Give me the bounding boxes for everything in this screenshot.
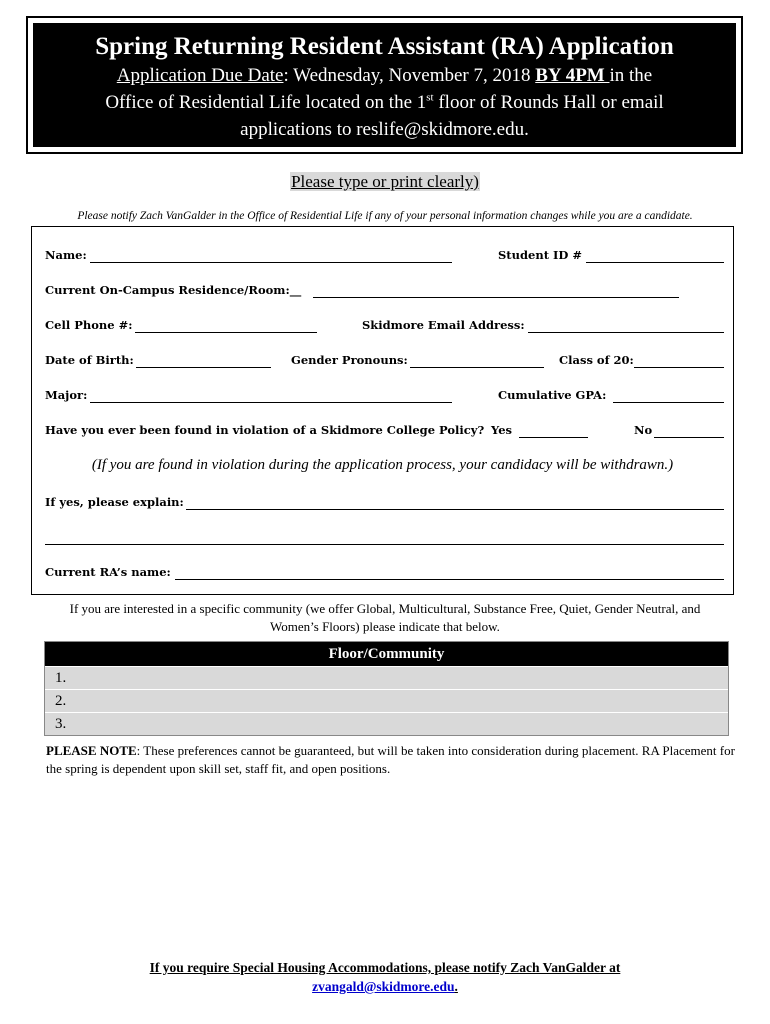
no-field[interactable] <box>654 437 724 438</box>
residence-field[interactable] <box>313 297 679 298</box>
class-label: Class of 20: <box>559 353 634 367</box>
email-label-text: Skidmore Email Address: <box>362 318 525 332</box>
class-field[interactable] <box>634 367 724 368</box>
header-banner <box>33 23 736 147</box>
due-rest: in the <box>609 65 653 86</box>
header-box <box>26 16 743 154</box>
please-note-text: : These preferences cannot be guaranteed, but will be taken into consideration during placement. RA Placement for the spring is dependent upon skill set, staff fit, and open positions. <box>46 743 735 776</box>
student-id-label: Student ID # <box>498 248 583 262</box>
due-date-line <box>33 62 736 89</box>
floor-community-table <box>44 641 729 736</box>
violation-question: Have you ever been found in violation of a Skidmore College Policy? <box>45 423 485 437</box>
current-ra-field[interactable] <box>175 579 724 580</box>
please-note <box>46 742 736 778</box>
name-field[interactable] <box>90 262 452 263</box>
application-form <box>31 226 734 595</box>
floor-row-3[interactable]: 3. <box>45 712 728 735</box>
no-label: No <box>634 423 653 437</box>
due-date-label: Application Due Date <box>116 65 284 86</box>
gpa-field[interactable] <box>613 402 724 403</box>
cell-phone-field[interactable] <box>135 332 317 333</box>
pronouns-label: Gender Pronouns: <box>291 353 408 367</box>
residence-label: Current On-Campus Residence/Room:__ <box>45 283 302 297</box>
application-title: Spring Returning Resident Assistant (RA) Application <box>95 33 674 60</box>
gpa-label: Cumulative GPA: <box>498 388 607 402</box>
yes-field[interactable] <box>519 437 588 438</box>
footer-line: If you require Special Housing Accommodations, please notify Zach VanGalder at <box>149 960 621 975</box>
ordinal-sup: st <box>426 91 434 104</box>
major-field[interactable] <box>90 402 452 403</box>
pronouns-field[interactable] <box>410 367 544 368</box>
floor-table-header: Floor/Community <box>45 642 728 666</box>
explain-field-1[interactable] <box>186 509 724 510</box>
email-line: applications to reslife@skidmore.edu. <box>240 119 529 140</box>
please-note-label: PLEASE NOTE <box>46 743 137 758</box>
email-field[interactable] <box>528 332 724 333</box>
office-text-b: floor of Rounds Hall or email <box>433 92 664 113</box>
name-label: Name: <box>45 248 87 262</box>
footer-note <box>0 958 770 996</box>
floor-row-1[interactable]: 1. <box>45 666 728 689</box>
yes-label: Yes <box>491 423 513 437</box>
explain-label: If yes, please explain: <box>45 495 184 509</box>
notify-note: Please notify Zach VanGalder in the Office of Residential Life if any of your personal information changes while you are a candidate. <box>77 210 693 222</box>
current-ra-label: Current RA’s name: <box>45 565 171 579</box>
due-time: BY 4PM <box>535 65 610 86</box>
cell-phone-label: Cell Phone #: <box>45 318 133 332</box>
footer-period: . <box>454 979 458 994</box>
floor-row-2[interactable]: 2. <box>45 689 728 712</box>
office-line <box>33 89 736 116</box>
dob-label: Date of Birth: <box>45 353 134 367</box>
due-colon: : <box>283 65 289 86</box>
explain-field-2[interactable] <box>45 544 724 545</box>
dob-field[interactable] <box>136 367 271 368</box>
email-label <box>362 318 525 332</box>
student-id-field[interactable] <box>586 262 724 263</box>
office-text-a: Office of Residential Life located on the 1 <box>105 92 427 113</box>
footer-email-link[interactable]: zvangald@skidmore.edu <box>312 979 455 994</box>
community-note: If you are interested in a specific community (we offer Global, Multicultural, Substance Free, Quiet, Gender Neutral, and Women’s Floors) please indicate that below. <box>69 601 701 634</box>
violation-caution: (If you are found in violation during the application process, your candidacy will be withdrawn.) <box>91 457 674 473</box>
due-date: Wednesday, November 7, 2018 <box>288 65 536 86</box>
print-note-text: Please type or print clearly) <box>291 172 479 191</box>
major-label: Major: <box>45 388 88 402</box>
footer-email-line <box>0 977 770 996</box>
print-note <box>0 172 770 192</box>
